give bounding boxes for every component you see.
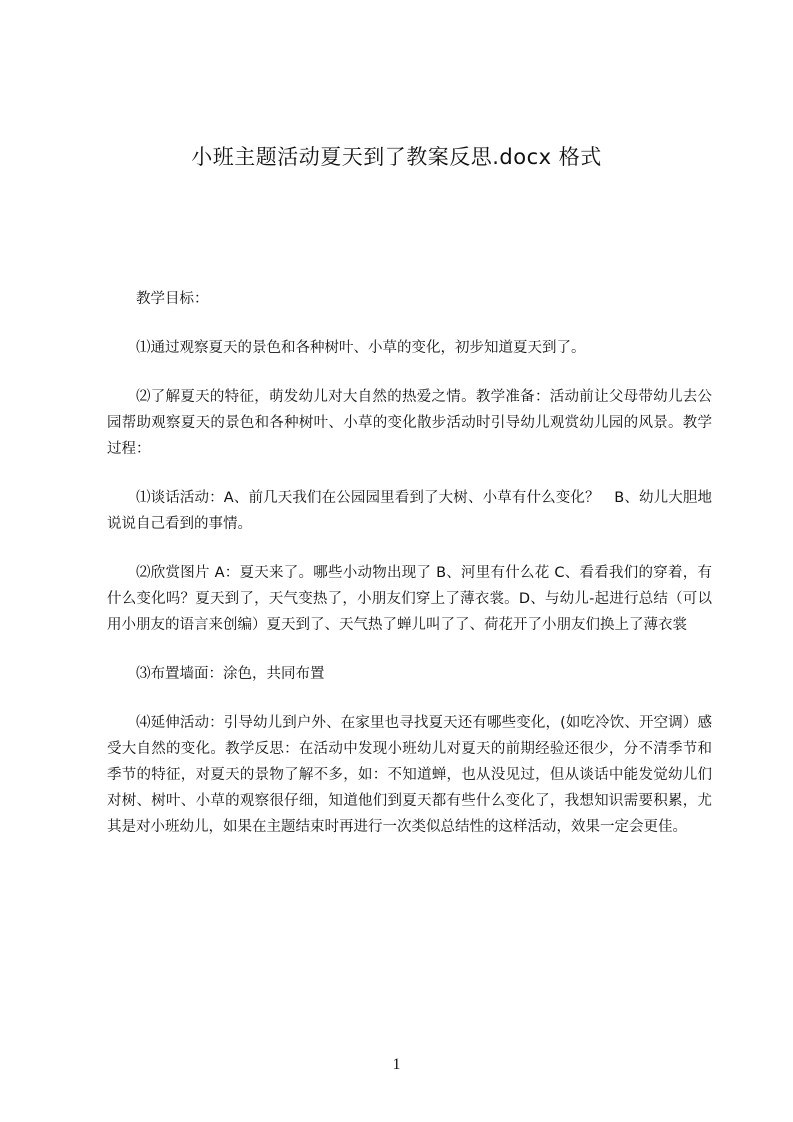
paragraph-teaching-goals-heading: 教学目标： [136, 291, 209, 307]
document-body [107, 286, 712, 863]
paragraph-goal-1: ⑴通过观察夏天的景色和各种树叶、小草的变化，初步知道夏天到了。 [136, 340, 586, 356]
document-title: 小班主题活动夏天到了教案反思.docx 格式 [191, 145, 602, 169]
paragraph-process-4-reflection: ⑷延伸活动：引导幼儿到户外、在家里也寻找夏天还有哪些变化，(如吃冷饮、开空调）感受大自然的变化。教学反思：在活动中发现小班幼儿对夏天的前期经验还很少，分不清季节和季节的特征，对夏天的景物了解不多，如：不知道蝉，也从没见过，但从谈话中能发觉幼儿们对树、树叶、小草的观察很仔细，知道他们到夏天都有些什么变化了，我想知识需要积累，尤其是对小班幼儿，如果在主题结束时再进行一次类似总结性的这样活动，效果一定会更佳。 [107, 715, 712, 835]
paragraph-process-3: ⑶布置墙面：涂色，共同布置 [136, 666, 325, 682]
page-number: 1 [392, 1056, 401, 1073]
paragraph-process-2: ⑵欣赏图片 A：夏天来了。哪些小动物出现了 B、河里有什么花 C、看看我们的穿着，有什么变化吗？夏天到了，天气变热了，小朋友们穿上了薄衣裳。D、与幼儿-起进行总结（可以用小朋友的语言来创编）夏天到了、天气热了蝉儿叫了了、荷花开了小朋友们换上了薄衣裳 [107, 565, 712, 633]
paragraph-process-1: ⑴谈话活动：A、前几天我们在公园园里看到了大树、小草有什么变化？ B、幼儿大胆地说说自己看到的事情。 [107, 490, 712, 532]
paragraph-goal-2-preparation: ⑵了解夏天的特征，萌发幼儿对大自然的热爱之情。教学准备：活动前让父母带幼儿去公园帮助观察夏天的景色和各种树叶、小草的变化散步活动时引导幼儿观赏幼儿园的风景。教学过程： [107, 389, 712, 457]
